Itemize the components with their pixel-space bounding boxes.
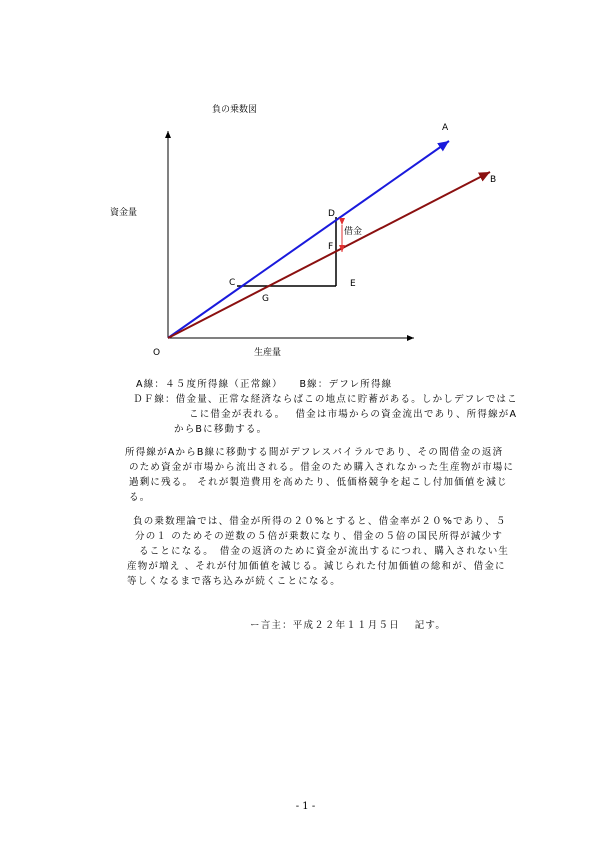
- paragraph-multiplier-theory: [127, 514, 510, 589]
- debt-label: 借金: [344, 227, 363, 237]
- line-b-label: B: [490, 175, 497, 185]
- y-axis-label: 資金量: [110, 208, 138, 218]
- line-a: [168, 141, 449, 338]
- df-explanation: [133, 392, 518, 437]
- para1-line-3: 過剰に残る。 それが製造費用を高めたり、低価格競争を起こし付加価値を減じ: [129, 477, 508, 488]
- para2-line-4: 産物が増え 、それが付加価値を減じる。減じられた付加価値の総和が、借金に: [127, 561, 506, 572]
- para1-line-1: 所得線がAからB線に移動する間がデフレスパイラルであり、その間借金の返済: [125, 447, 504, 458]
- point-d-label: D: [328, 209, 335, 219]
- line-b: [168, 172, 490, 338]
- signature: ー言主：平成２２年１１月５日 記す。: [250, 620, 447, 631]
- x-axis-label: 生産量: [254, 348, 282, 358]
- para2-line-3: ることになる。 借金の返済のために資金が流出するにつれ、購入されない生: [139, 546, 510, 557]
- line-a-label: A: [442, 123, 449, 133]
- origin-label: O: [153, 348, 161, 358]
- point-e-label: E: [350, 279, 356, 289]
- para2-line-1: 負の乗数理論では、借金が所得の２０%とすると、借金率が２０%であり、５: [133, 516, 507, 527]
- df-line-3: からBに移動する。: [174, 424, 268, 435]
- legend-line: A線：４５度所得線（正常線） B線：デフレ所得線: [136, 379, 393, 390]
- point-c-label: C: [229, 278, 236, 288]
- page-number: - 1 -: [295, 801, 316, 812]
- para1-line-2: のため資金が市場から流出される。借金のため購入されなかった生産物が市場に: [129, 462, 515, 473]
- point-g-label: G: [262, 294, 269, 304]
- para2-line-2: 分の１ のためその逆数の５倍が乗数になり、借金の５倍の国民所得が減少す: [135, 531, 504, 542]
- para1-line-4: る。: [129, 492, 151, 503]
- diagram-title: 負の乗数図: [212, 105, 258, 115]
- para2-line-5: 等しくなるまで落ち込みが続くことになる。: [127, 576, 342, 587]
- df-line-2: こに借金が表れる。 借金は市場からの資金流出であり、所得線がA: [189, 409, 518, 420]
- negative-multiplier-diagram: [0, 0, 611, 370]
- paragraph-deflation-spiral: [125, 445, 514, 505]
- point-f-label: F: [328, 242, 334, 252]
- df-line-1: ＤＦ線：借金量、正常な経済ならばこの地点に貯蓄がある。しかしデフレではこ: [133, 394, 518, 405]
